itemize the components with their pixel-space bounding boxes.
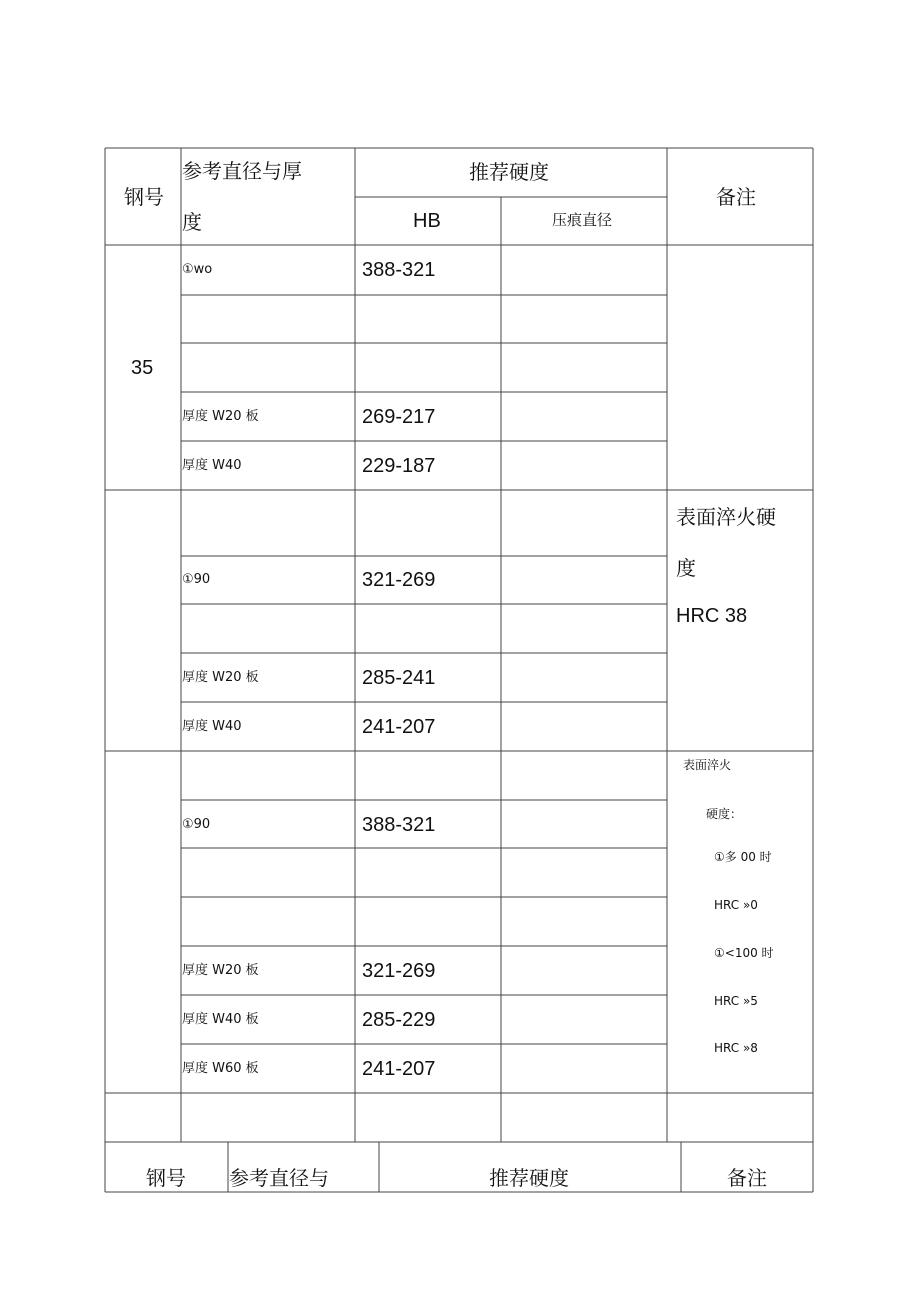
diameter-cell: 厚度 W60 板: [182, 1061, 259, 1076]
remark-line: ①<100 时: [714, 946, 774, 960]
hb-value-cell: 388-321: [362, 814, 436, 836]
header-remarks: 备注: [716, 185, 756, 209]
hb-value-cell: 241-207: [362, 1058, 436, 1080]
footer-header-diameter: 参考直径与: [229, 1166, 329, 1190]
remark-line: HRC »5: [714, 994, 758, 1008]
remark-line: 度: [676, 556, 696, 580]
remark-line: HRC »8: [714, 1041, 758, 1055]
hb-value-cell: 269-217: [362, 406, 436, 428]
diameter-cell: 厚度 W40 板: [182, 1012, 259, 1027]
footer-header-remarks: 备注: [727, 1166, 767, 1190]
footer-header-steel-no: 钢号: [146, 1166, 186, 1190]
diameter-cell: 厚度 W40: [182, 719, 242, 734]
diameter-cell: 厚度 W20 板: [182, 670, 259, 685]
hb-value-cell: 241-207: [362, 716, 436, 738]
diameter-cell: 厚度 W40: [182, 458, 242, 473]
remark-line: 表面淬火: [683, 758, 732, 772]
diameter-cell: 厚度 W20 板: [182, 409, 259, 424]
remark-line: HRC »0: [714, 898, 758, 912]
header-recommended-hardness: 推荐硬度: [469, 160, 549, 184]
hb-value-cell: 321-269: [362, 569, 436, 591]
hb-value-cell: 285-241: [362, 667, 436, 689]
remark-line: 硬度：: [706, 807, 743, 821]
hb-value-cell: 388-321: [362, 259, 436, 281]
diameter-cell: 厚度 W20 板: [182, 963, 259, 978]
hb-value-cell: 321-269: [362, 960, 436, 982]
header-diameter-line2: 度: [182, 210, 202, 234]
footer-header-hardness: 推荐硬度: [489, 1166, 569, 1190]
diameter-cell: ①wo: [182, 262, 213, 277]
header-indent-diameter: 压痕直径: [552, 211, 613, 229]
diameter-cell: ①90: [182, 572, 211, 587]
hb-value-cell: 229-187: [362, 455, 436, 477]
header-diameter-line1: 参考直径与厚: [182, 159, 302, 183]
diameter-cell: ①90: [182, 817, 211, 832]
remark-line: HRC 38: [676, 605, 748, 627]
hb-value-cell: 285-229: [362, 1009, 436, 1031]
remark-line: ①多 00 时: [714, 850, 772, 864]
header-steel-no: 钢号: [124, 185, 164, 209]
header-hb: HB: [413, 210, 441, 232]
remark-line: 表面淬火硬: [676, 505, 776, 529]
steel-no-cell: 35: [131, 357, 154, 379]
